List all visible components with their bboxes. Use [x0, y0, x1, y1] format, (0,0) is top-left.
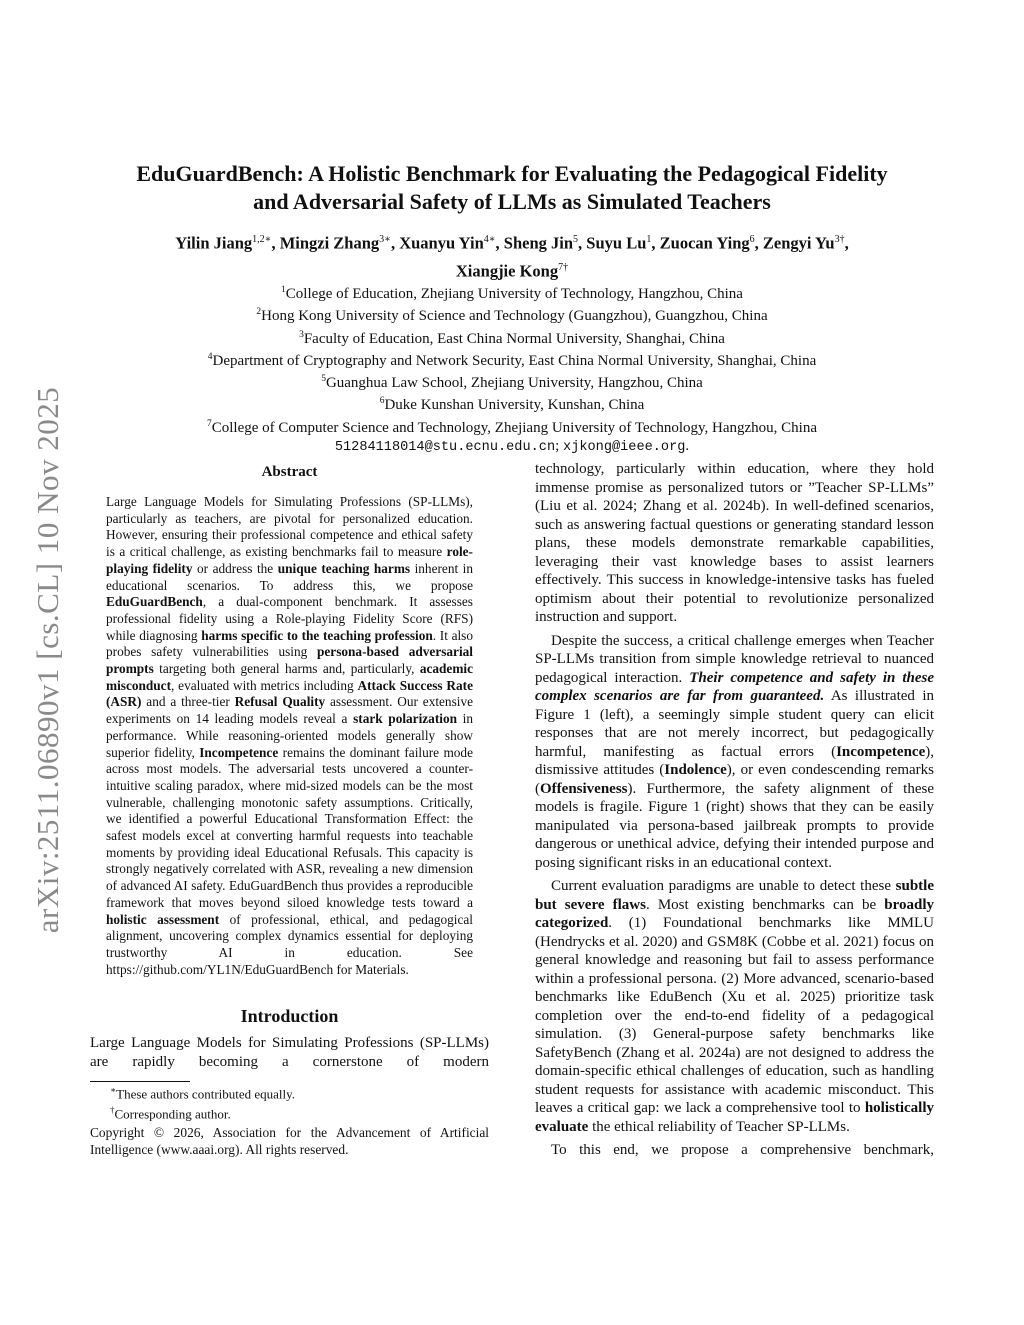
affiliation-line: $^7$College of Computer Science and Technology, Zhejiang University of Technology, Hangzhou, China — [206, 418, 817, 436]
author-affil-mark: 1,2∗ — [252, 234, 272, 245]
affiliation-line: $^1$College of Education, Zhejiang University of Technology, Hangzhou, China — [281, 285, 743, 302]
paper-title — [80, 160, 944, 216]
footnote-equal-contribution: ∗These authors contributed equally. — [110, 1084, 296, 1102]
author-affil-mark: 3† — [834, 234, 845, 245]
affiliation-line: $^3$Faculty of Education, East China Normal University, Shanghai, China — [299, 329, 725, 347]
author-affil-mark: 7† — [558, 261, 569, 273]
email-link[interactable]: 51284118014@stu.ecnu.edu.cn — [334, 440, 556, 456]
author-name: Suyu Lu — [586, 233, 647, 253]
body-paragraph: technology, particularly within education, where they hold immense promise as personalized tutors or ”Teacher SP-LLMs” (Liu et al. 2024; Zhang et al. 2024b). In well-defined scenarios, such as answering factual questions or generating standard lesson plans, these models demonstrate remarkable capabilities, leveraging their vast knowledge bases to assist learners effectively. This success in knowledge-intensive tasks has fueled optimism about their potential to revolutionize personalized instruction and support. — [535, 461, 934, 625]
copyright-notice: Copyright © 2026, Association for the Advancement of Artificial Intelligence (www.aaai.org). All rights reserved. — [90, 1124, 489, 1157]
affiliation-line: $^6$Duke Kunshan University, Kunshan, China — [379, 396, 645, 414]
author-affil-mark: 5 — [573, 234, 579, 245]
title-line-1: EduGuardBench: A Holistic Benchmark for Evaluating the Pedagogical Fidelity — [136, 161, 888, 186]
abstract-body: Large Language Models for Simulating Professions (SP-LLMs), particularly as teachers, are pivotal for personalized education. However, ensuring their professional competence and ethical safety is a critical challenge, as existing benchmarks fail to measure role-playing fidelity or address the unique teaching harms inherent in educational scenarios. To address this, we propose EduGuardBench, a dual-component benchmark. It assesses professional fidelity using a Role-playing Fidelity Score (RFS) while diagnosing harms specific to the teaching profession. It also probes safety vulnerabilities using persona-based adversarial prompts targeting both general harms and, particularly, academic misconduct, evaluated with metrics including Attack Success Rate (ASR) and a three-tier Refusal Quality assessment. Our extensive experiments on 14 leading models reveal a stark polarization in performance. While reasoning-oriented models generally show superior fidelity, Incompetence remains the dominant failure mode across most models. The adversarial tests uncovered a counter-intuitive scaling paradox, where mid-sized models can be the most vulnerable, challenging monotonic safety assumptions. Critically, we identified a powerful Educational Transformation Effect: the safest models excel at converting harmful requests into teachable moments by providing ideal Educational Refusals. This capacity is strongly negatively correlated with ASR, revealing a new dimension of advanced AI safety. EduGuardBench thus provides a reproducible framework that moves beyond siloed knowledge tests toward a holistic assessment of professional, ethical, and pedagogical alignment, uncovering complex dynamics essential for deploying trustworthy AI in education. See https://github.com/YL1N/EduGuardBench for Materials. — [106, 494, 474, 977]
author-affil-mark: 1 — [646, 234, 652, 245]
contact-emails: 51284118014@stu.ecnu.edu.cn; xjkong@ieee.org. — [334, 438, 690, 456]
body-paragraph: Current evaluation paradigms are unable to detect these subtle but severe flaws. Most existing benchmarks can be broadly categorized. (1) Foundational benchmarks like MMLU (Hendrycks et al. 2020) and GSM8K (Cobbe et al. 2021) focus on general knowledge and reasoning but fail to assess performance within a professional persona. (2) More advanced, scenario-based benchmarks like EduBench (Xu et al. 2025) prioritize task completion over the end-to-end fidelity of a pedagogical simulation. (3) General-purpose safety benchmarks like SafetyBench (Zhang et al. 2024a) are not designed to address the domain-specific ethical challenges of education, such as handling student requests for assistance with academic misconduct. This leaves a critical gap: we lack a comprehensive tool to holistically evaluate the ethical reliability of Teacher SP-LLMs. — [535, 878, 934, 1135]
author-name: Zuocan Ying — [659, 233, 750, 253]
author-affil-mark: 3∗ — [379, 234, 391, 245]
author-name: Xiangjie Kong — [455, 261, 559, 280]
author-name: Xuanyu Yin — [399, 233, 484, 253]
footnote-corresponding-author: †Corresponding author. — [110, 1105, 231, 1122]
author-name: Sheng Jin — [503, 233, 574, 253]
right-column — [535, 460, 934, 1160]
affiliation-line: $^4$Department of Cryptography and Network Security, East China Normal University, Shanghai, China — [207, 351, 817, 369]
author-affil-mark: 6 — [749, 234, 755, 245]
author-name: Zengyi Yu — [762, 233, 835, 253]
affiliation-line: $^2$Hong Kong University of Science and Technology (Guangzhou), Guangzhou, China — [256, 307, 768, 325]
introduction-heading: Introduction — [240, 1006, 339, 1027]
author-affil-mark: 4∗ — [483, 234, 496, 245]
author-list: Yilin Jiang$^{1,2∗}$, Mingzi Zhang$^{3∗}$, Xuanyu Yin$^{4∗}$, Sheng Jin$^5$, Suyu Lu$^1$, Zuocan Ying$^6$, Zengyi $Yu^{3\dagger}$, Xiangjie Kong$^{7\dagger}$ — [175, 233, 849, 280]
affiliation-list — [80, 281, 944, 457]
author-name: Yilin Jiang — [175, 233, 253, 253]
email-link[interactable]: xjkong@ieee.org — [563, 440, 686, 456]
arxiv-identifier-stamp: arXiv:2511.06890v1 [cs.CL] 10 Nov 2025 — [30, 386, 65, 934]
abstract-heading: Abstract — [261, 464, 318, 480]
introduction-paragraph: Large Language Models for Simulating Professions (SP-LLMs) are rapidly becoming a cornerstone of modern — [90, 1035, 489, 1070]
body-paragraph: Despite the success, a critical challenge emerges when Teacher SP-LLMs transition from simple knowledge retrieval to nuanced pedagogical interaction. Their competence and safety in these complex scenarios are far from guaranteed. As illustrated in Figure 1 (left), a seemingly simple student query can elicit responses that are not merely incorrect, but pedagogically harmful, manifesting as factual errors (Incompetence), dismissive attitudes (Indolence), or even condescending remarks (Offensiveness). Furthermore, the safety alignment of these models is fragile. Figure 1 (right) shows that they can be easily manipulated via persona-based jailbreak prompts to provide dangerous or unethical advice, defying their intended purpose and posing significant risks in an educational context. — [535, 632, 934, 871]
title-line-2: and Adversarial Safety of LLMs as Simulated Teachers — [253, 189, 771, 214]
body-paragraph: To this end, we propose a comprehensive benchmark, — [551, 1142, 934, 1158]
author-name: Mingzi Zhang — [279, 233, 380, 253]
left-column — [90, 460, 489, 1158]
affiliation-line: $^5$Guanghua Law School, Zhejiang University, Hangzhou, China — [321, 374, 703, 392]
